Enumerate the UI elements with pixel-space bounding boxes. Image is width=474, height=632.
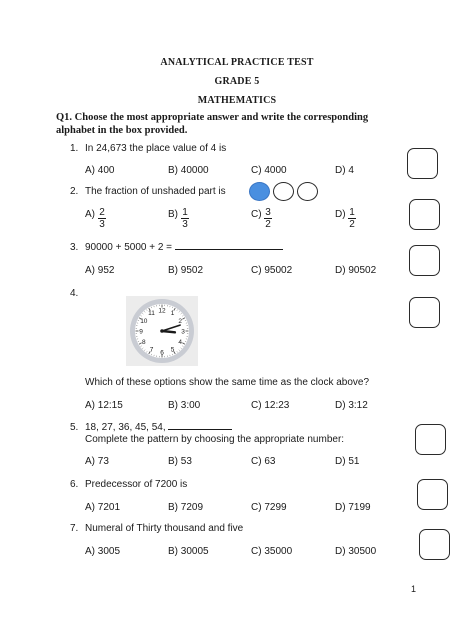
question-5-option-d: D) 51 — [335, 456, 360, 467]
question-2-option-a-fraction — [97, 207, 107, 230]
clock-number: 4 — [178, 338, 182, 346]
clock-number: 8 — [142, 338, 146, 346]
question-1-number: 1. — [70, 143, 79, 154]
fraction-numerator: 1 — [182, 207, 188, 218]
question-4-option-d: D) 3:12 — [335, 400, 368, 411]
question-7-option-d: D) 30500 — [335, 546, 377, 557]
fraction-numerator: 3 — [265, 207, 271, 218]
question-6-option-a: A) 7201 — [85, 502, 121, 513]
answer-box-5[interactable] — [415, 424, 446, 455]
question-6-option-b: B) 7209 — [168, 502, 204, 513]
question-7-number: 7. — [70, 523, 79, 534]
fraction-denominator: 3 — [182, 219, 188, 230]
shaded-circle — [249, 182, 270, 201]
question-4-option-b: B) 3:00 — [168, 400, 201, 411]
question-2-option-c-letter: C) — [251, 209, 262, 220]
question-6-option-c: C) 7299 — [251, 502, 287, 513]
unshaded-circle-2 — [297, 182, 318, 201]
page-number: 1 — [411, 584, 417, 594]
answer-box-6[interactable] — [417, 479, 448, 510]
question-3-option-d: D) 90502 — [335, 265, 377, 276]
fraction-denominator: 3 — [99, 219, 105, 230]
question-6-option-d: D) 7199 — [335, 502, 371, 513]
answer-box-3[interactable] — [409, 245, 440, 276]
fraction-denominator: 2 — [265, 219, 271, 230]
question-1-option-c: C) 4000 — [251, 165, 287, 176]
answer-blank[interactable] — [175, 249, 283, 250]
question-5-text: 18, 27, 36, 45, 54, — [85, 422, 166, 433]
question-5-option-b: B) 53 — [168, 456, 192, 467]
question-1-option-a: A) 400 — [85, 165, 115, 176]
answer-box-1[interactable] — [407, 148, 438, 179]
question-4-number: 4. — [70, 288, 79, 299]
question-7-option-a: A) 3005 — [85, 546, 121, 557]
question-7-text: Numeral of Thirty thousand and five — [85, 523, 244, 534]
question-1-option-d: D) 4 — [335, 165, 354, 176]
clock-number: 7 — [149, 346, 154, 354]
clock-number: 3 — [181, 328, 185, 336]
instructions-line-2: alphabet in the box provided. — [56, 125, 188, 136]
unshaded-circle-1 — [273, 182, 294, 201]
clock-number: 2 — [178, 317, 182, 325]
answer-box-4[interactable] — [409, 297, 440, 328]
answer-box-2[interactable] — [409, 199, 440, 230]
question-1-text: In 24,673 the place value of 4 is — [85, 143, 227, 154]
fraction-denominator: 2 — [349, 219, 355, 230]
fraction-numerator: 1 — [349, 207, 355, 218]
answer-box-7[interactable] — [419, 529, 450, 560]
clock-number: 6 — [160, 349, 164, 357]
question-4-option-c: C) 12:23 — [251, 400, 290, 411]
question-5-number: 5. — [70, 422, 79, 433]
question-2-option-a-letter: A) — [85, 209, 95, 220]
question-2-text: The fraction of unshaded part is — [85, 186, 226, 197]
question-1-option-b: B) 40000 — [168, 165, 209, 176]
question-3-text: 90000 + 5000 + 2 = — [85, 242, 173, 253]
question-3-option-a: A) 952 — [85, 265, 115, 276]
clock-number: 1 — [170, 310, 175, 318]
question-5-followup: Complete the pattern by choosing the appropriate number: — [85, 434, 345, 445]
question-7-option-c: C) 35000 — [251, 546, 293, 557]
test-title: ANALYTICAL PRACTICE TEST — [160, 57, 314, 68]
grade-label: GRADE 5 — [214, 76, 260, 87]
question-4-option-a: A) 12:15 — [85, 400, 123, 411]
question-5-row — [85, 422, 232, 434]
clock-number: 12 — [158, 307, 166, 315]
question-6-number: 6. — [70, 479, 79, 490]
clock-number: 5 — [170, 346, 175, 354]
question-5-option-c: C) 63 — [251, 456, 276, 467]
question-2-option-b-fraction — [180, 207, 190, 230]
clock-center — [160, 329, 164, 333]
question-2-option-c-fraction — [263, 207, 273, 230]
question-3-option-b: B) 9502 — [168, 265, 204, 276]
question-2-option-d-letter: D) — [335, 209, 346, 220]
question-6-text: Predecessor of 7200 is — [85, 479, 188, 490]
instructions-line-1: Q1. Choose the most appropriate answer and write the corresponding — [56, 112, 369, 123]
question-3-option-c: C) 95002 — [251, 265, 293, 276]
clock-number: 11 — [148, 310, 155, 318]
question-3-number: 3. — [70, 242, 79, 253]
clock-number: 10 — [140, 317, 148, 325]
question-2-number: 2. — [70, 186, 79, 197]
question-5-option-a: A) 73 — [85, 456, 109, 467]
clock-figure — [126, 296, 198, 366]
subject-label: MATHEMATICS — [197, 95, 277, 106]
question-2-option-d-fraction — [347, 207, 357, 230]
clock-number: 9 — [139, 328, 143, 336]
question-2-option-b-letter: B) — [168, 209, 178, 220]
question-7-option-b: B) 30005 — [168, 546, 209, 557]
fraction-numerator: 2 — [99, 207, 105, 218]
question-3-row — [85, 242, 283, 254]
question-4-followup: Which of these options show the same time as the clock above? — [85, 377, 370, 388]
answer-blank[interactable] — [168, 429, 232, 430]
